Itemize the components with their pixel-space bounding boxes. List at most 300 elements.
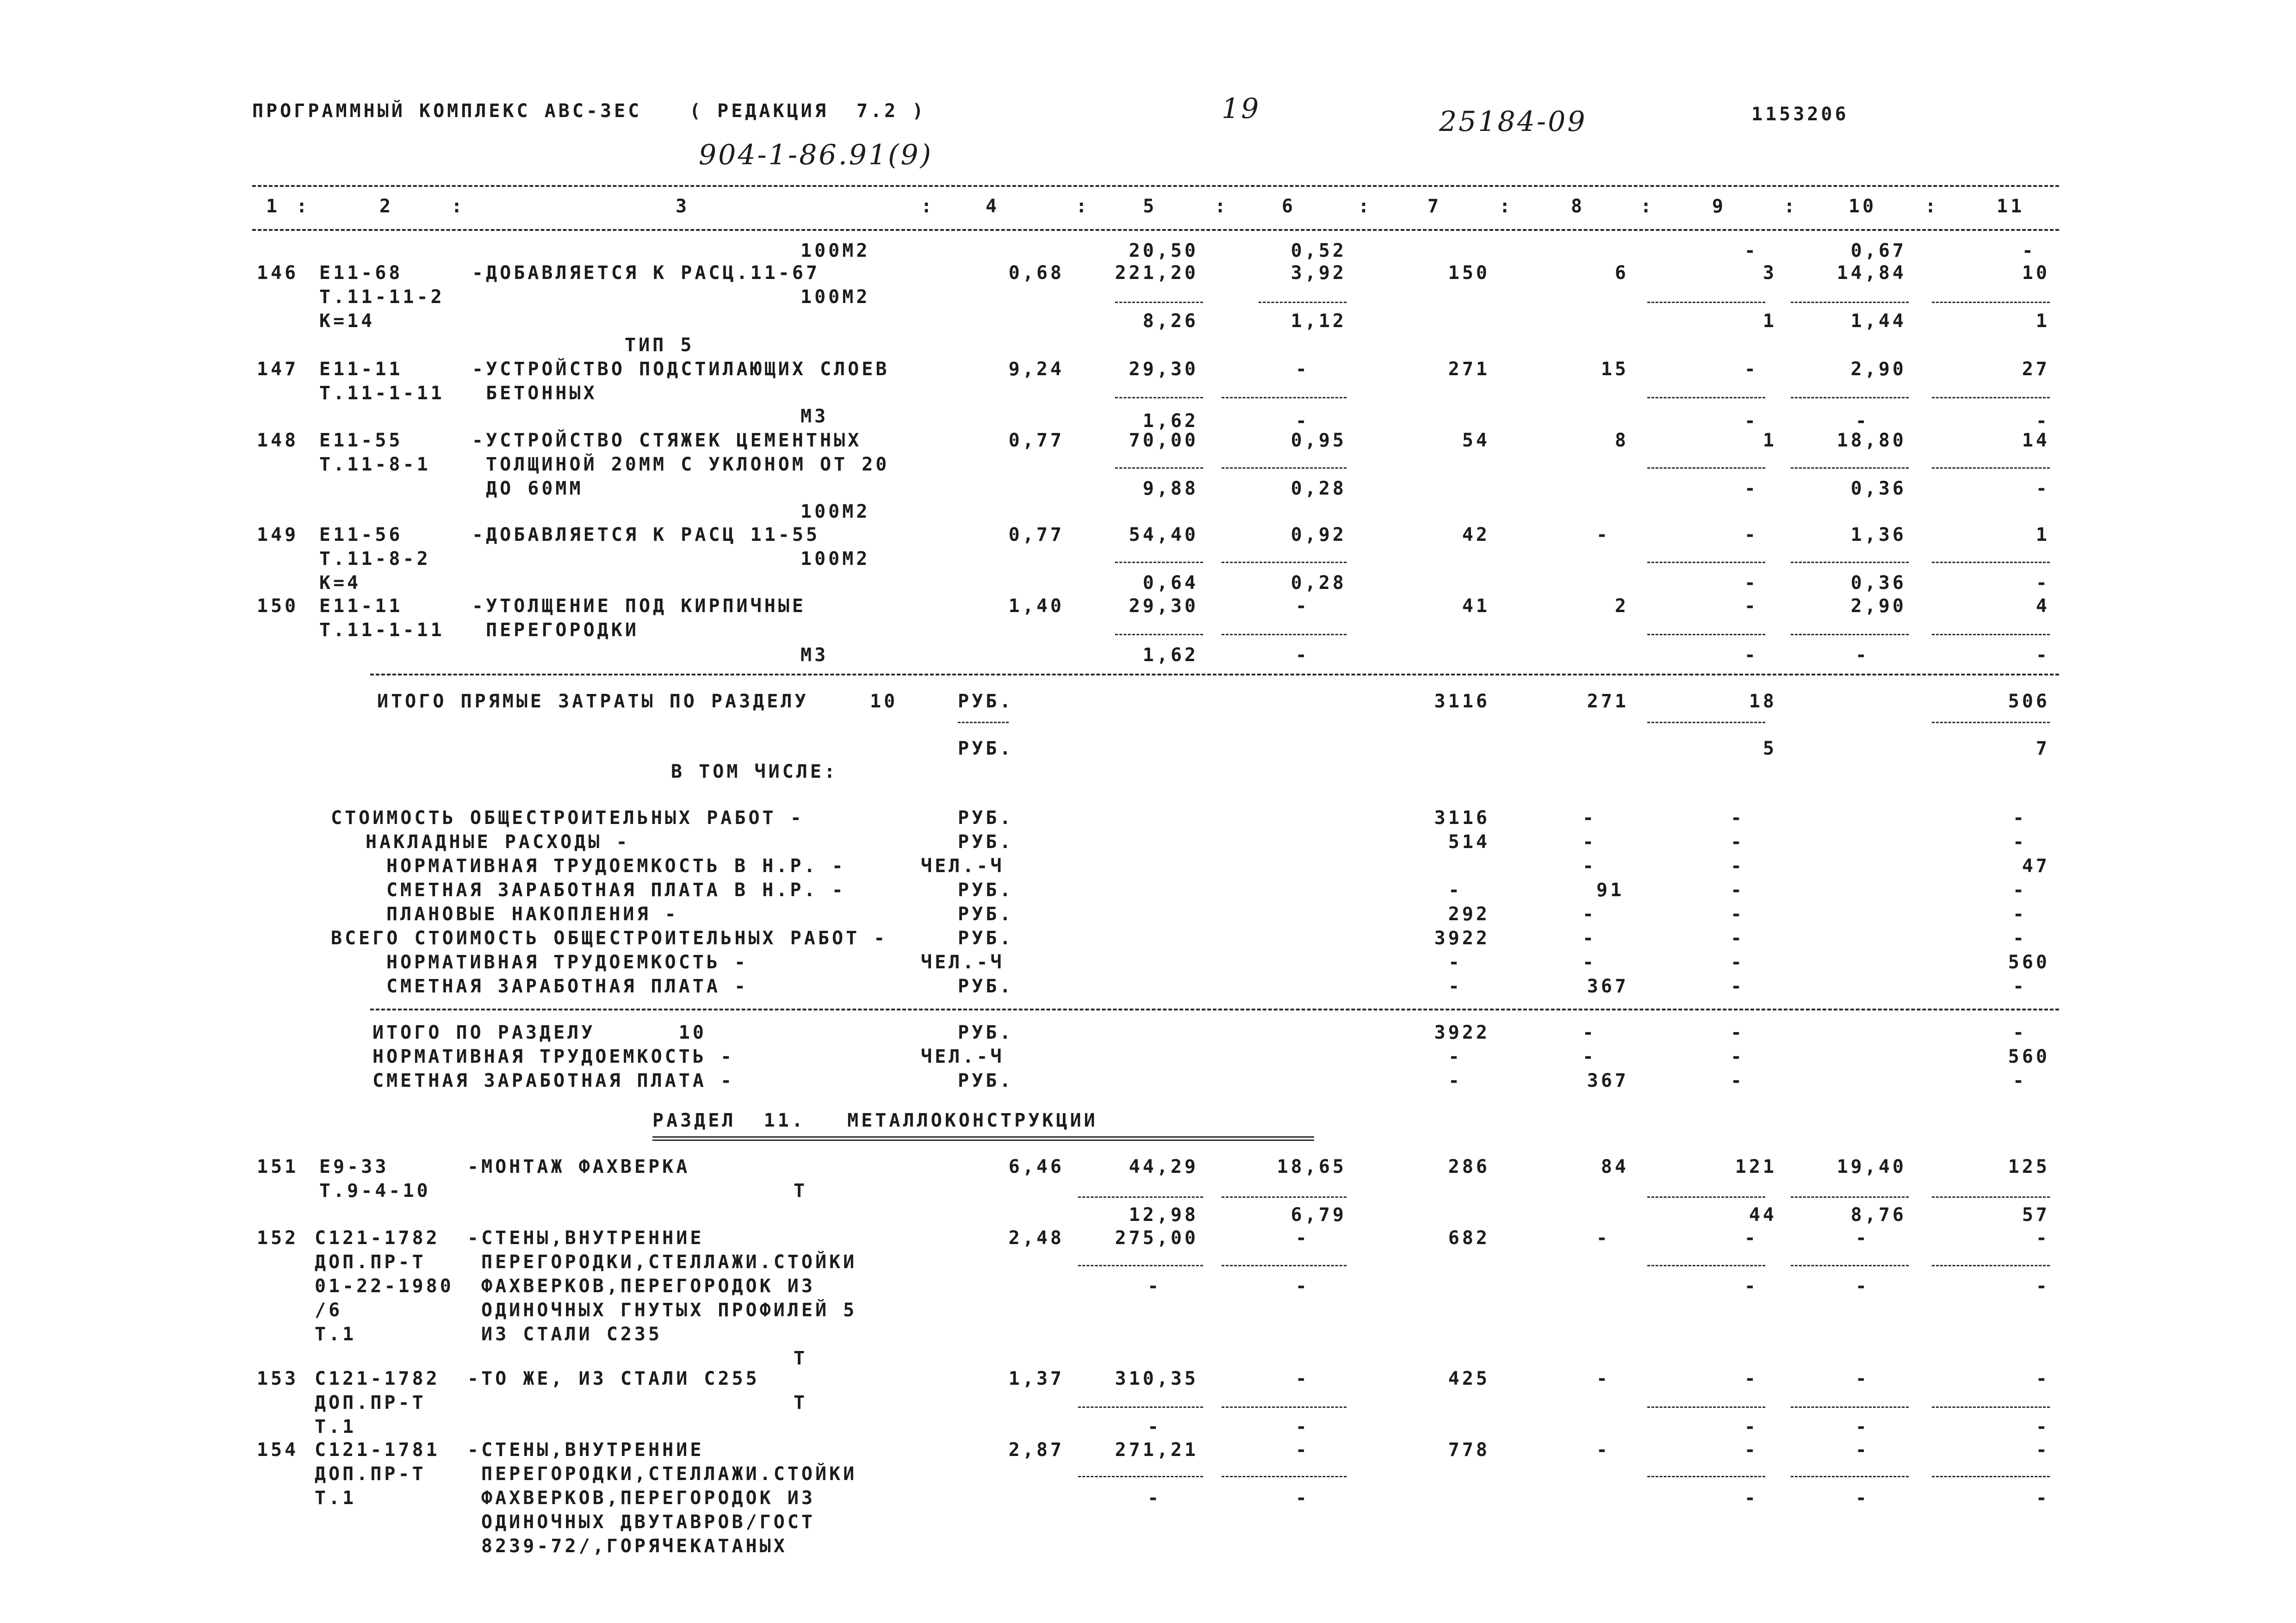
col-2: 2	[379, 196, 394, 217]
cell: 42	[1462, 524, 1490, 545]
cell: -	[1147, 1416, 1161, 1437]
cell: 0,67	[1850, 240, 1906, 261]
header-bottom-rule	[252, 229, 2059, 231]
rule	[1222, 634, 1347, 635]
cell: 8,26	[1142, 310, 1198, 332]
cell: 0,68	[1008, 262, 1064, 284]
cell: 1,44	[1850, 310, 1906, 332]
unit: 100М2	[800, 240, 870, 261]
cell: 506	[2008, 691, 2050, 712]
col-sep: :	[451, 196, 465, 217]
work-description: ФАХВЕРКОВ,ПЕРЕГОРОДОК ИЗ	[481, 1487, 815, 1509]
cell: 3116	[1434, 691, 1490, 712]
header-top-rule	[252, 185, 2059, 187]
cell: -	[1731, 1046, 1745, 1067]
rate-code: Е11-56	[319, 524, 403, 545]
cell: -	[2035, 1487, 2050, 1509]
cell: 18	[1749, 691, 1777, 712]
cell: -	[1744, 572, 1758, 594]
cell: 27	[2022, 359, 2050, 380]
cell: -	[1582, 855, 1597, 877]
cell: 0,28	[1291, 478, 1347, 499]
rate-code: К=4	[319, 572, 361, 594]
work-description: -СТЕНЫ,ВНУТРЕННИЕ	[467, 1439, 704, 1461]
cell: 3,92	[1291, 262, 1347, 284]
col-sep: :	[921, 196, 935, 217]
cell: -	[1731, 904, 1745, 925]
cell: 292	[1448, 904, 1490, 925]
col-10: 10	[1849, 196, 1877, 217]
col-5: 5	[1143, 196, 1157, 217]
cell: -	[2035, 1227, 2050, 1249]
cell: 0,64	[1142, 572, 1198, 594]
rule	[1115, 467, 1203, 469]
cell: 1,40	[1008, 595, 1064, 617]
row-number: 149	[257, 524, 299, 545]
cell: -	[1295, 1368, 1309, 1389]
row-number: 147	[257, 359, 299, 380]
cell: 425	[1448, 1368, 1490, 1389]
row-number: 146	[257, 262, 299, 284]
section-total-rule	[370, 1009, 2059, 1010]
work-description: -ДОБАВЛЯЕТСЯ К РАСЦ.11-67	[472, 262, 820, 284]
cell: -	[1448, 952, 1463, 973]
col-7: 7	[1427, 196, 1442, 217]
row-number: 153	[257, 1368, 299, 1389]
cell: 367	[1587, 976, 1629, 997]
rule	[1222, 1476, 1347, 1477]
cell: 0,36	[1850, 478, 1906, 499]
row-number: 152	[257, 1227, 299, 1249]
rate-code: Т.11-11-2	[319, 286, 445, 308]
cell: -	[1744, 1487, 1758, 1509]
cell: -	[1582, 928, 1597, 949]
unit: Т	[794, 1392, 808, 1413]
cell: 70,00	[1129, 430, 1198, 451]
unit: РУБ.	[958, 807, 1014, 829]
rate-code: С121-1782	[315, 1368, 440, 1389]
cell: -	[1731, 807, 1745, 829]
unit: Т	[794, 1348, 808, 1369]
cell: -	[1855, 1368, 1869, 1389]
cell: 12,98	[1129, 1204, 1198, 1226]
unit: 100М2	[800, 286, 870, 308]
rate-code: Т.1	[315, 1487, 357, 1509]
rate-code: К=14	[319, 310, 375, 332]
cell: 15	[1601, 359, 1629, 380]
cell: 9,24	[1008, 359, 1064, 380]
cell: 1	[1762, 310, 1777, 332]
cell: 2	[1614, 595, 1629, 617]
cell: 7	[2035, 738, 2050, 759]
cell: -	[1855, 644, 1869, 666]
cell: 271	[1448, 359, 1490, 380]
cell: -	[1744, 1227, 1758, 1249]
summary-label: ПЛАНОВЫЕ НАКОПЛЕНИЯ -	[386, 904, 679, 925]
cell: -	[2035, 1276, 2050, 1297]
rate-code: /6	[315, 1300, 343, 1321]
section-total-label: НОРМАТИВНАЯ ТРУДОЕМКОСТЬ -	[372, 1046, 735, 1067]
totals-label: ИТОГО ПРЯМЫЕ ЗАТРАТЫ ПО РАЗДЕЛУ	[377, 691, 809, 712]
col-sep: :	[1784, 196, 1798, 217]
rule	[1115, 634, 1203, 635]
row-number: 151	[257, 1156, 299, 1177]
cell: -	[1731, 928, 1745, 949]
rule	[1222, 1196, 1347, 1198]
cell: 778	[1448, 1439, 1490, 1461]
cell: -	[1855, 1227, 1869, 1249]
rule	[1932, 1265, 2050, 1266]
rule	[1115, 302, 1203, 303]
cell: -	[1744, 524, 1758, 545]
cell: -	[2013, 807, 2027, 829]
cell: 3	[1762, 262, 1777, 284]
work-description: 8239-72/,ГОРЯЧЕКАТАНЫХ	[481, 1536, 788, 1557]
cell: -	[1147, 1487, 1161, 1509]
doc-number: 1153206	[1751, 104, 1849, 125]
work-description: -ТО ЖЕ, ИЗ СТАЛИ С255	[467, 1368, 760, 1389]
row-number: 154	[257, 1439, 299, 1461]
work-description: ОДИНОЧНЫХ ДВУТАВРОВ/ГОСТ	[481, 1511, 815, 1533]
unit: ЧЕЛ.-Ч	[921, 855, 1005, 877]
cell: 20,50	[1129, 240, 1198, 261]
cell: -	[1582, 807, 1597, 829]
rate-code: С121-1782	[315, 1227, 440, 1249]
cell: 6	[1614, 262, 1629, 284]
unit: РУБ.	[958, 904, 1014, 925]
cell: 221,20	[1115, 262, 1198, 284]
col-8: 8	[1571, 196, 1585, 217]
rule	[1078, 1476, 1203, 1477]
rule	[1222, 397, 1347, 398]
work-description: -УСТРОЙСТВО СТЯЖЕК ЦЕМЕНТНЫХ	[472, 430, 862, 451]
work-description: -УСТРОЙСТВО ПОДСТИЛАЮЩИХ СЛОЕВ	[472, 359, 890, 380]
section-total-label: ИТОГО ПО РАЗДЕЛУ 10	[372, 1022, 707, 1043]
cell: 1,37	[1008, 1368, 1064, 1389]
work-description: ОДИНОЧНЫХ ГНУТЫХ ПРОФИЛЕЙ 5	[481, 1300, 857, 1321]
cell: -	[2035, 1439, 2050, 1461]
cell: 8,76	[1850, 1204, 1906, 1226]
rule	[1791, 562, 1909, 563]
summary-label: СМЕТНАЯ ЗАРАБОТНАЯ ПЛАТА -	[386, 976, 749, 997]
cell: 125	[2008, 1156, 2050, 1177]
rule	[1647, 722, 1765, 723]
cell: -	[2022, 240, 2036, 261]
cell: -	[2035, 644, 2050, 666]
cell: -	[2035, 1368, 2050, 1389]
cell: -	[1448, 1046, 1463, 1067]
cell: -	[1147, 1276, 1161, 1297]
rule	[1932, 562, 2050, 563]
rate-code: С121-1781	[315, 1439, 440, 1461]
col-sep: :	[1215, 196, 1229, 217]
cell: -	[2013, 1022, 2027, 1043]
cell: -	[1731, 831, 1745, 853]
cell: -	[1855, 1439, 1869, 1461]
rule	[1932, 397, 2050, 398]
col-sep: :	[1925, 196, 1939, 217]
cell: 310,35	[1115, 1368, 1198, 1389]
type-heading: ТИП 5	[625, 335, 695, 356]
cell: -	[1731, 1022, 1745, 1043]
cell: 41	[1462, 595, 1490, 617]
rule	[1791, 467, 1909, 469]
rule	[1647, 1196, 1765, 1198]
rule	[1647, 397, 1765, 398]
rule	[1222, 562, 1347, 563]
work-description: -УТОЛЩЕНИЕ ПОД КИРПИЧНЫЕ	[472, 595, 806, 617]
cell: 6,46	[1008, 1156, 1064, 1177]
rule	[1647, 562, 1765, 563]
work-description: ПЕРЕГОРОДКИ	[486, 619, 639, 641]
col-sep: :	[296, 196, 310, 217]
cell: 1,62	[1142, 644, 1198, 666]
summary-label: СМЕТНАЯ ЗАРАБОТНАЯ ПЛАТА В Н.Р. -	[386, 880, 846, 901]
rule	[1791, 397, 1909, 398]
cell: -	[1855, 1276, 1869, 1297]
cell: 0,77	[1008, 430, 1064, 451]
rule	[1647, 467, 1765, 469]
including-heading: В ТОМ ЧИСЛЕ:	[671, 761, 838, 782]
unit: РУБ.	[958, 976, 1014, 997]
col-9: 9	[1712, 196, 1726, 217]
cell: -	[1582, 1022, 1597, 1043]
cell: -	[2035, 572, 2050, 594]
rate-code: Т.1	[315, 1416, 357, 1437]
rule	[1791, 1196, 1909, 1198]
cell: 91	[1596, 880, 1625, 901]
cell: -	[1295, 1276, 1309, 1297]
rate-code: Т.11-8-1	[319, 454, 431, 475]
rule	[1647, 1265, 1765, 1266]
rule	[1932, 1476, 2050, 1477]
cell: 19,40	[1837, 1156, 1906, 1177]
rule	[1791, 1265, 1909, 1266]
cell: -	[2013, 1070, 2027, 1091]
unit: Т	[794, 1180, 808, 1202]
work-description: ПЕРЕГОРОДКИ,СТЕЛЛАЖИ.СТОЙКИ	[481, 1463, 857, 1485]
cell: 29,30	[1129, 359, 1198, 380]
unit: ЧЕЛ.-Ч	[921, 1046, 1005, 1067]
unit: 100М2	[800, 501, 870, 522]
rate-code: Е9-33	[319, 1156, 389, 1177]
cell: 0,52	[1291, 240, 1347, 261]
col-sep: :	[1640, 196, 1655, 217]
cell: -	[1855, 410, 1869, 432]
cell: 54,40	[1129, 524, 1198, 545]
cell: 367	[1587, 1070, 1629, 1091]
summary-label: НАКЛАДНЫЕ РАСХОДЫ -	[366, 831, 630, 853]
cell: -	[2035, 410, 2050, 432]
cell: 121	[1735, 1156, 1777, 1177]
cell: 0,36	[1850, 572, 1906, 594]
rule	[1791, 1406, 1909, 1408]
cell: 2,90	[1850, 359, 1906, 380]
cell: -	[1596, 1227, 1610, 1249]
cell: 2,87	[1008, 1439, 1064, 1461]
rule	[1647, 634, 1765, 635]
summary-label: НОРМАТИВНАЯ ТРУДОЕМКОСТЬ В Н.Р. -	[386, 855, 846, 877]
summary-label: НОРМАТИВНАЯ ТРУДОЕМКОСТЬ -	[386, 952, 749, 973]
cell: 14,84	[1837, 262, 1906, 284]
cell: 44	[1749, 1204, 1777, 1226]
cell: 560	[2008, 1046, 2050, 1067]
cell: -	[1744, 595, 1758, 617]
cell: -	[1448, 1070, 1463, 1091]
cell: 5	[1762, 738, 1777, 759]
rule	[1647, 1476, 1765, 1477]
rate-code: ДОП.ПР-Т	[315, 1392, 426, 1413]
cell: 1	[1762, 430, 1777, 451]
rule	[1791, 634, 1909, 635]
cell: -	[2013, 976, 2027, 997]
col-6: 6	[1282, 196, 1296, 217]
cell: -	[2013, 928, 2027, 949]
cell: -	[1744, 1276, 1758, 1297]
rule	[958, 722, 1009, 723]
cell: -	[1744, 1416, 1758, 1437]
cell: 0,95	[1291, 430, 1347, 451]
col-1: 1	[266, 196, 280, 217]
work-description: ДО 60ММ	[486, 478, 583, 499]
rate-code: ДОП.ПР-Т	[315, 1251, 426, 1273]
rule	[1222, 1406, 1347, 1408]
cell: 3922	[1434, 1022, 1490, 1043]
cell: 560	[2008, 952, 2050, 973]
rate-code: Е11-55	[319, 430, 403, 451]
cell: -	[1744, 1439, 1758, 1461]
cell: 1,62	[1142, 410, 1198, 432]
cell: 1	[2035, 310, 2050, 332]
cell: -	[1744, 1368, 1758, 1389]
row-number: 148	[257, 430, 299, 451]
rule	[1791, 1476, 1909, 1477]
work-description: БЕТОННЫХ	[486, 383, 597, 404]
cell: 4	[2035, 595, 2050, 617]
cell: -	[1448, 880, 1463, 901]
cell: -	[1744, 359, 1758, 380]
cell: -	[1855, 1487, 1869, 1509]
section-heading-underline	[652, 1136, 1314, 1141]
unit: 100М2	[800, 548, 870, 570]
cell: 84	[1601, 1156, 1629, 1177]
section-total-label: СМЕТНАЯ ЗАРАБОТНАЯ ПЛАТА -	[372, 1070, 735, 1091]
rule	[1115, 397, 1203, 398]
row-number: 150	[257, 595, 299, 617]
col-sep: :	[1358, 196, 1372, 217]
cell: 18,80	[1837, 430, 1906, 451]
cell: 1	[2035, 524, 2050, 545]
cell: 0,28	[1291, 572, 1347, 594]
unit: РУБ.	[958, 691, 1014, 712]
cell: 150	[1448, 262, 1490, 284]
cell: 286	[1448, 1156, 1490, 1177]
col-sep: :	[1076, 196, 1090, 217]
rate-code: Т.9-4-10	[319, 1180, 431, 1202]
rate-code: Т.11-8-2	[319, 548, 431, 570]
cell: -	[1596, 1368, 1610, 1389]
cell: -	[1295, 1439, 1309, 1461]
work-description: -СТЕНЫ,ВНУТРЕННИЕ	[467, 1227, 704, 1249]
cell: -	[2013, 831, 2027, 853]
col-11: 11	[1997, 196, 2025, 217]
work-description: ПЕРЕГОРОДКИ,СТЕЛЛАЖИ.СТОЙКИ	[481, 1251, 857, 1273]
cell: -	[1731, 976, 1745, 997]
unit: РУБ.	[958, 831, 1014, 853]
cell: -	[1731, 952, 1745, 973]
section-number: 10	[870, 691, 898, 712]
rate-code: Т.11-1-11	[319, 619, 445, 641]
cell: -	[2013, 904, 2027, 925]
cell: -	[2035, 478, 2050, 499]
cell: -	[1582, 904, 1597, 925]
cell: 0,92	[1291, 524, 1347, 545]
cell: -	[1295, 1416, 1309, 1437]
cell: -	[1744, 240, 1758, 261]
rule	[1222, 1265, 1347, 1266]
cell: 3922	[1434, 928, 1490, 949]
unit: ЧЕЛ.-Ч	[921, 952, 1005, 973]
edition: ( РЕДАКЦИЯ 7.2 )	[689, 100, 926, 122]
cell: 271,21	[1115, 1439, 1198, 1461]
rule	[1078, 1406, 1203, 1408]
cell: 0,77	[1008, 524, 1064, 545]
cell: 2,90	[1850, 595, 1906, 617]
rule	[1932, 302, 2050, 303]
doc-code: 25184-09	[1439, 105, 1587, 138]
cell: -	[1295, 410, 1309, 432]
rule	[1932, 634, 2050, 635]
page-number: 19	[1222, 93, 1261, 125]
cell: -	[1448, 976, 1463, 997]
rule	[1932, 1196, 2050, 1198]
work-description: ТОЛЩИНОЙ 20ММ С УКЛОНОМ ОТ 20	[486, 454, 890, 475]
rule	[1078, 1265, 1203, 1266]
cell: 3116	[1434, 807, 1490, 829]
cell: 14	[2022, 430, 2050, 451]
cell: 8	[1614, 430, 1629, 451]
cell: 54	[1462, 430, 1490, 451]
cell: -	[1731, 1070, 1745, 1091]
cell: 271	[1587, 691, 1629, 712]
totals-rule	[370, 674, 2059, 675]
cell: -	[1582, 831, 1597, 853]
work-description: -ДОБАВЛЯЕТСЯ К РАСЦ 11-55	[472, 524, 820, 545]
rate-code: Е11-68	[319, 262, 403, 284]
rule	[1932, 722, 2050, 723]
rate-code: Т.1	[315, 1324, 357, 1345]
rule	[1932, 467, 2050, 469]
rule	[1791, 302, 1909, 303]
cell: 1,36	[1850, 524, 1906, 545]
cell: -	[1582, 1046, 1597, 1067]
summary-label: ВСЕГО СТОИМОСТЬ ОБЩЕСТРОИТЕЛЬНЫХ РАБОТ -	[331, 928, 888, 949]
rule	[1259, 302, 1347, 303]
unit: М3	[800, 406, 829, 427]
rate-code: Е11-11	[319, 595, 403, 617]
unit: РУБ.	[958, 928, 1014, 949]
rule	[1222, 467, 1347, 469]
work-description: -МОНТАЖ ФАХВЕРКА	[467, 1156, 690, 1177]
cell: -	[1295, 644, 1309, 666]
cell: -	[1295, 595, 1309, 617]
cell: 44,29	[1129, 1156, 1198, 1177]
cell: -	[1596, 1439, 1610, 1461]
cell: 10	[2022, 262, 2050, 284]
cell: -	[1731, 880, 1745, 901]
cell: -	[1295, 1487, 1309, 1509]
summary-label: СТОИМОСТЬ ОБЩЕСТРОИТЕЛЬНЫХ РАБОТ -	[331, 807, 804, 829]
